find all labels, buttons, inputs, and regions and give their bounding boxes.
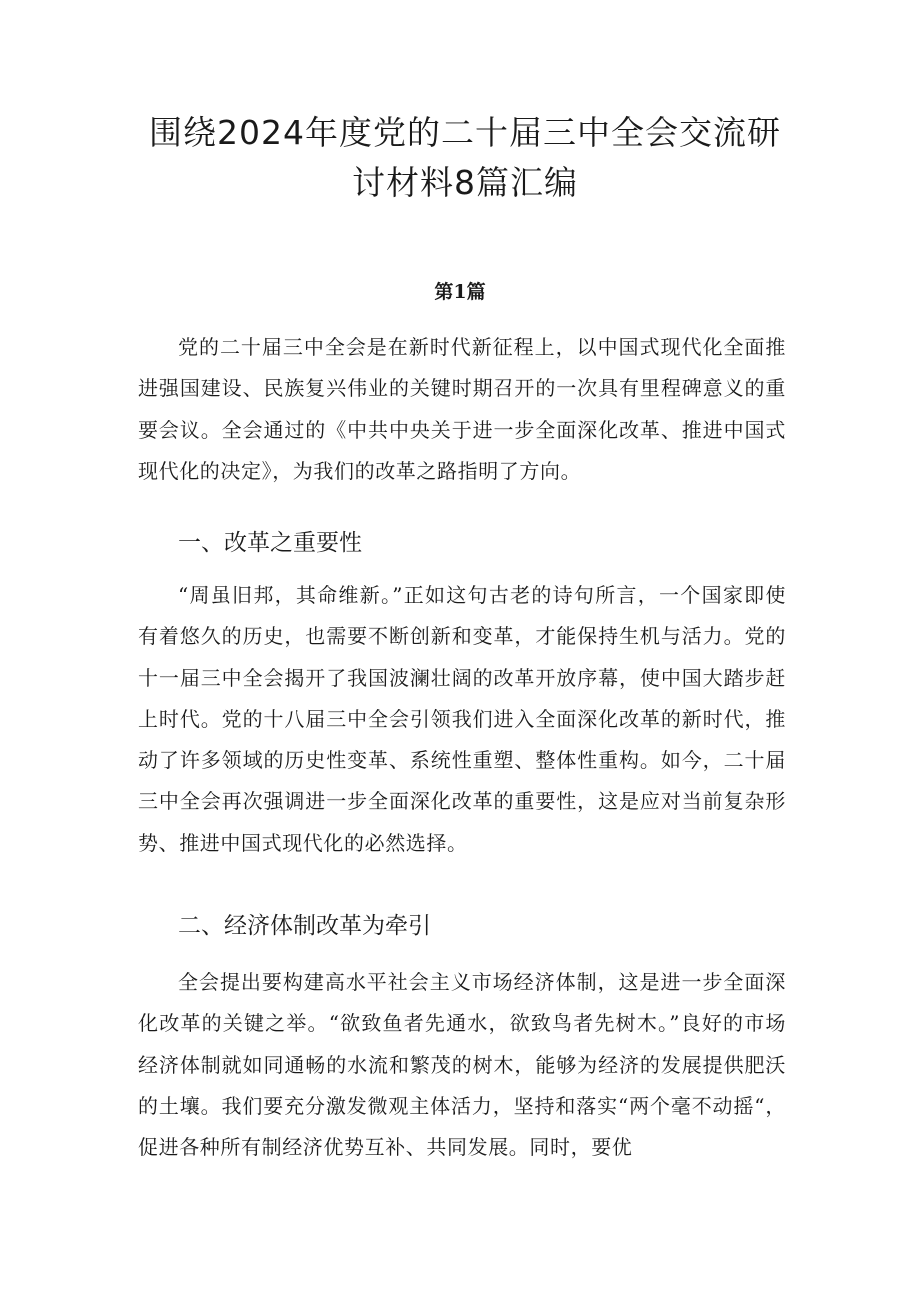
paragraph-economic-reform: 全会提出要构建高水平社会主义市场经济体制，这是进一步全面深化改革的关键之举。“欲致鱼者先通水，欲致鸟者先树木。”良好的市场经济体制就如同通畅的水流和繁茂的树木，能够为经济的发展提供肥沃的土壤。我们要充分激发微观主体活力，坚持和落实“两个毫不动摇“，促进各种所有制经济优势互补、共同发展。同时，要优 bbox=[138, 970, 786, 1160]
paragraph-intro: 党的二十届三中全会是在新时代新征程上，以中国式现代化全面推进强国建设、民族复兴伟业的关键时期召开的一次具有里程碑意义的重要会议。全会通过的《中共中央关于进一步全面深化改革、推进中国式现代化的决定》，为我们的改革之路指明了方向。 bbox=[138, 335, 786, 483]
document-title-line-2: 讨材料8篇汇编 bbox=[352, 163, 578, 202]
section-label: 第1篇 bbox=[434, 281, 486, 303]
heading-reform-importance: 一、改革之重要性 bbox=[178, 530, 362, 556]
heading-economic-reform: 二、经济体制改革为牵引 bbox=[178, 913, 431, 939]
document-title-line-1: 围绕2024年度党的二十届三中全会交流研 bbox=[149, 113, 781, 152]
paragraph-reform-importance: “周虽旧邦，其命维新。”正如这句古老的诗句所言，一个国家即使有着悠久的历史，也需要不断创新和变革，才能保持生机与活力。党的十一届三中全会揭开了我国波澜壮阔的改革开放序幕，使中国大踏步赶上时代。党的十八届三中全会引领我们进入全面深化改革的新时代，推动了许多领域的历史性变革、系统性重塑、整体性重构。如今，二十届三中全会再次强调进一步全面深化改革的重要性，这是应对当前复杂形势、推进中国式现代化的必然选择。 bbox=[138, 583, 786, 855]
document-title bbox=[120, 108, 810, 208]
